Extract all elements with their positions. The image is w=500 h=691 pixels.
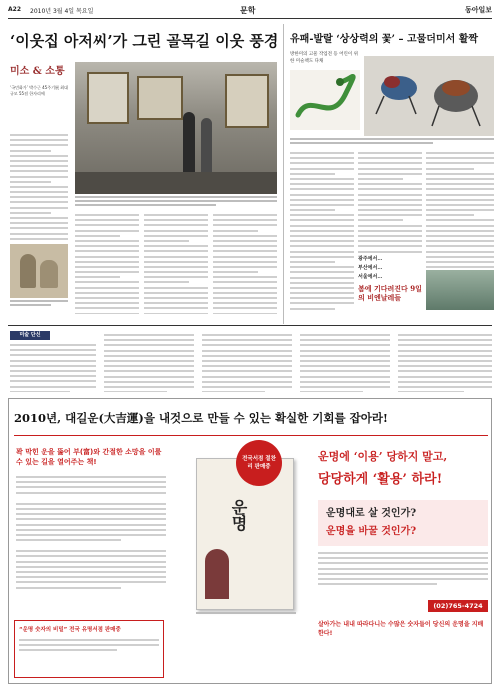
column-divider: [283, 24, 284, 324]
short-col-4: [300, 334, 390, 392]
left-article-col2: [144, 214, 208, 314]
bestseller-badge: 전국서점 절찬리 판매중: [236, 440, 282, 486]
ad-right-body: [318, 552, 488, 592]
snake-artwork-image: [290, 70, 360, 130]
floor: [75, 172, 277, 194]
left-article-col3: [213, 214, 277, 314]
short-column-label: 미술 단신: [10, 331, 50, 340]
right-article-col1: [290, 152, 354, 312]
ad-bottom-red: 살아가는 내내 따라다니는 수많은 숫자들이 당신의 운명을 지배한다!: [318, 621, 484, 637]
book-cover-title: 운명: [229, 499, 248, 531]
book-info-box: [10, 62, 70, 132]
painting-frame: [137, 76, 183, 120]
right-article-subhead: 방한미의 고물 작업전 등 어린이 위한 미술책도 다채: [290, 52, 359, 64]
small-painting-caption: [10, 300, 68, 312]
pond-artwork-image: [426, 270, 494, 310]
publisher-line: “운명 숫자의 비밀” 전국 유명서점 판매중: [19, 627, 121, 633]
short-col-3: [202, 334, 292, 392]
ad-right-title-2: 당당하게 ‘활용’ 하라!: [318, 472, 443, 487]
header-date: 2010년 3월 4일 목요일: [30, 8, 94, 15]
box-line-seoul: 서울에서…: [358, 274, 383, 280]
short-col-1: [10, 344, 96, 392]
paper-name: 동아일보: [464, 6, 492, 14]
biennale-box: [358, 255, 422, 315]
page-header: [8, 6, 492, 19]
right-photo-caption: [290, 138, 494, 148]
photo-caption: [75, 196, 277, 210]
left-narrow-column: [10, 134, 68, 242]
person-figure: [201, 118, 212, 172]
bug-artwork-image: [364, 56, 494, 136]
ad-question-2: 운명을 바꿀 것인가?: [326, 526, 417, 537]
gallery-photo: [75, 62, 277, 194]
left-article-col1: [75, 214, 139, 314]
short-col-2: [104, 334, 194, 392]
small-painting: [10, 244, 68, 298]
box-line-busan: 부산에서…: [358, 265, 383, 271]
short-col-5: [398, 334, 492, 392]
ad-phone-number: (02)765-4724: [428, 600, 488, 612]
box-title: 봄에 기다려진다 9일의 비엔날레들: [358, 284, 422, 302]
painting-frame: [225, 74, 269, 128]
ad-headline-rule: [14, 435, 488, 436]
page-number: A22: [8, 6, 21, 13]
ad-question-box: [318, 500, 488, 546]
ad-question-1: 운명대로 살 것인가?: [326, 508, 417, 519]
box-line-gwangju: 광주에서…: [358, 256, 383, 262]
right-article-headline: 유패-발랄 ‘상상력의 꽃’ – 고물더미서 활짝: [290, 34, 479, 45]
section-rule: [8, 325, 492, 326]
book-title: 미소 & 소통: [10, 66, 65, 77]
ad-left-body: [16, 476, 166, 606]
person-figure: [183, 112, 195, 172]
book-price-line: [196, 612, 296, 620]
publisher-box: [14, 620, 164, 678]
painting-frame: [87, 72, 129, 124]
ad-right-title-1: 운명에 ‘이용’ 당하지 말고,: [318, 450, 448, 463]
book-subtitle: ‘국민화가’ 박수근 45주기展 최대 규모 55점 한자리에: [10, 85, 68, 96]
ad-headline: 2010년, 대길운(大吉運)을 내것으로 만들 수 있는 확실한 기회를 잡아라!: [14, 411, 388, 425]
ad-left-red-text: 꽉 막힌 운을 뚫어 부(富)와 간절한 소망을 이룰 수 있는 길을 열어주는 책!: [16, 448, 162, 466]
left-article-title: ‘이웃집 아저씨’가 그린 골목길 이웃 풍경: [10, 32, 279, 50]
cover-figure: [205, 549, 229, 599]
section-title: 문학: [240, 5, 256, 15]
